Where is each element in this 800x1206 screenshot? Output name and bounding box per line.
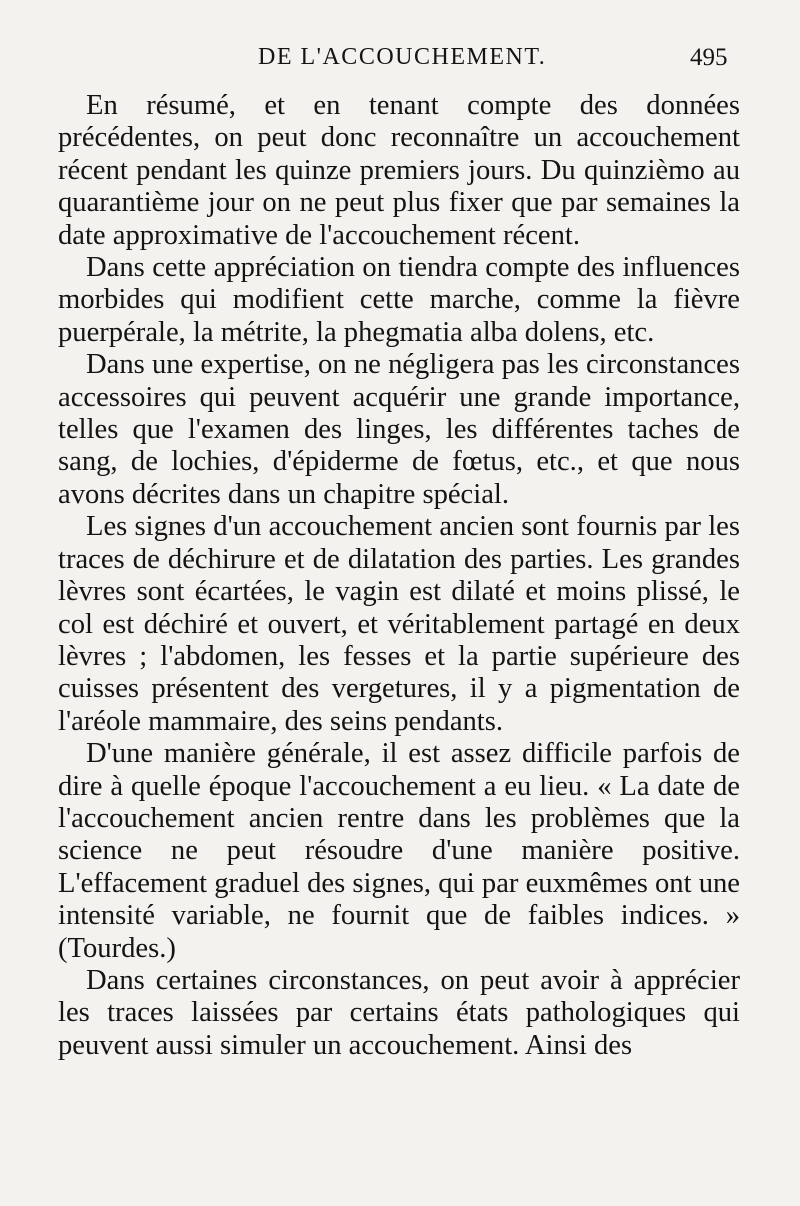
paragraph: D'une manière générale, il est assez difficile parfois de dire à quelle époque l'accouchement a eu lieu. « La date de l'accouchement ancien rentre dans les problèmes que la science ne peut résoudre d'une manière positive. L'effacement graduel des signes, qui par euxmêmes ont une intensité variable, ne fournit que de faibles indices. » (Tourdes.) bbox=[58, 738, 740, 964]
running-title: DE L'ACCOUCHEMENT. bbox=[258, 44, 547, 70]
page-number: 495 bbox=[690, 44, 728, 71]
paragraph: Les signes d'un accouchement ancien sont fournis par les traces de déchirure et de dilatation des parties. Les grandes lèvres sont écartées, le vagin est dilaté et moins plissé, le col est déchiré et ouvert, et véritablement partagé en deux lèvres ; l'abdomen, les fesses et la partie supérieure des cuisses présentent des vergetures, il y a pigmentation de l'aréole mammaire, des seins pendants. bbox=[58, 511, 740, 737]
paragraph: En résumé, et en tenant compte des données précédentes, on peut donc reconnaître un accouchement récent pendant les quinze premiers jours. Du quinzièmo au quarantième jour on ne peut plus fixer que par semaines la date approximative de l'accouchement récent. bbox=[58, 90, 740, 251]
paragraph: Dans certaines circonstances, on peut avoir à apprécier les traces laissées par certains états pathologiques qui peuvent aussi simuler un accouchement. Ainsi des bbox=[58, 964, 740, 1061]
paragraph: Dans une expertise, on ne négligera pas les circonstances accessoires qui peuvent acquérir une grande importance, telles que l'examen des linges, les différentes taches de sang, de lochies, d'épiderme de fœtus, etc., et que nous avons décrites dans un chapitre spécial. bbox=[58, 349, 740, 510]
running-head bbox=[0, 42, 800, 82]
body-text bbox=[58, 90, 740, 1062]
paragraph: Dans cette appréciation on tiendra compte des influences morbides qui modifient cette marche, comme la fièvre puerpérale, la métrite, la phegmatia alba dolens, etc. bbox=[58, 252, 740, 348]
